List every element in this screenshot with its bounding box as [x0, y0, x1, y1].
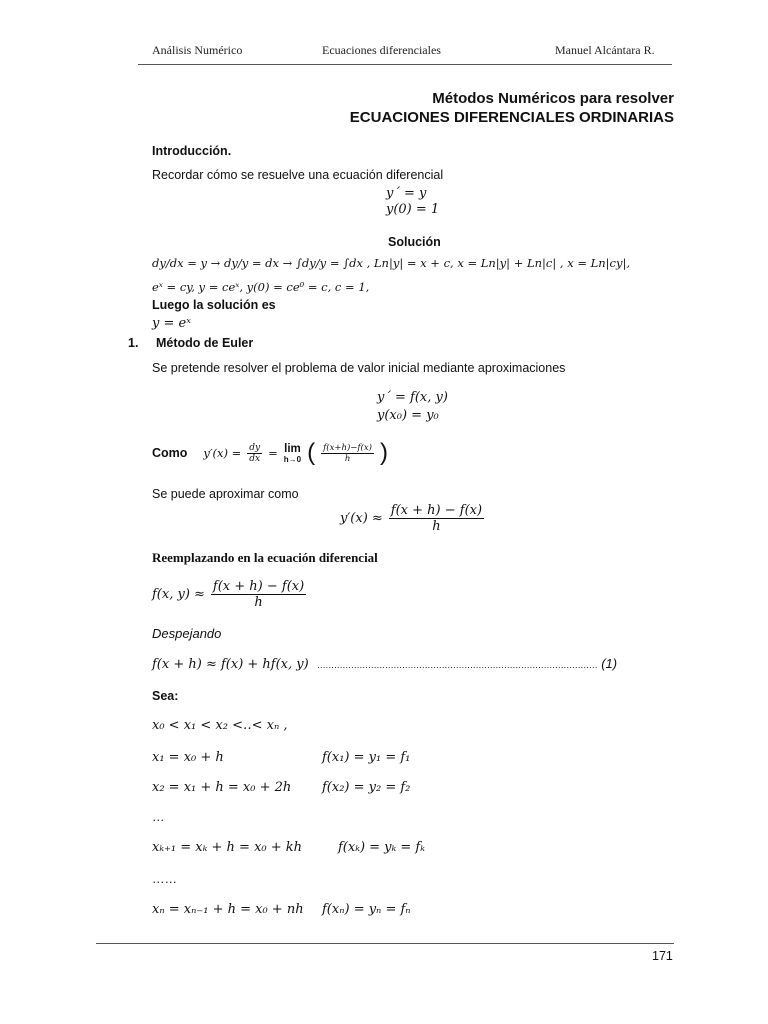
- ellipsis-1: …: [152, 810, 165, 824]
- como-lim-sub: h→0: [283, 454, 302, 464]
- solution-line1: dy/dx = y → dy/y = dx → ∫dy/y = ∫dx , Ln|y| = x + c, x = Ln|y| + Ln|c| , x = Ln|cy|,: [152, 256, 631, 270]
- approx-lhs: y′(x) ≈: [340, 511, 383, 526]
- title-line2: ECUACIONES DIFERENCIALES ORDINARIAS: [349, 109, 674, 126]
- replace-eq: [152, 579, 306, 610]
- euler-formula-tag: (1): [601, 656, 618, 671]
- approx-label: Se puede aproximar como: [152, 487, 299, 501]
- como-lim: [284, 443, 301, 464]
- rowk-left: xₖ₊₁ = xₖ + h = x₀ + kh: [152, 840, 303, 855]
- euler-heading: Método de Euler: [156, 336, 254, 350]
- replace-lhs: f(x, y) ≈: [152, 587, 205, 602]
- ivp-eq2: y(x₀) = y₀: [377, 408, 439, 423]
- solution-label: Solución: [388, 235, 441, 249]
- footer-rule: [96, 943, 674, 944]
- como-frac-num: dy: [249, 442, 261, 453]
- approx-num: f(x + h) − f(x): [390, 503, 483, 518]
- approx-eq: [340, 503, 484, 534]
- replace-label: Reemplazando en la ecuación diferencial: [152, 550, 378, 565]
- rowk-right: f(xₖ) = yₖ = fₖ: [338, 840, 425, 855]
- approx-den: h: [432, 519, 441, 534]
- header-center: Ecuaciones diferenciales: [322, 43, 441, 57]
- approx-frac: [389, 503, 484, 534]
- despejando-label: Despejando: [152, 626, 222, 641]
- rown-left: xₙ = xₙ₋₁ + h = x₀ + nh: [152, 902, 304, 917]
- sequence: x₀ < x₁ < x₂ <‥< xₙ ,: [152, 718, 288, 733]
- euler-number: 1.: [128, 336, 139, 350]
- header-rule: [138, 64, 672, 65]
- intro-eq2: y(0) = 1: [386, 202, 440, 217]
- row1-left: x₁ = x₀ + h: [152, 750, 224, 765]
- como-lhs: y′(x) =: [203, 446, 242, 460]
- solution-result: y = eˣ: [152, 316, 191, 331]
- euler-formula-eq: f(x + h) ≈ f(x) + hf(x, y): [152, 657, 309, 672]
- row1-right: f(x₁) = y₁ = f₁: [322, 750, 411, 765]
- rown-right: f(xₙ) = yₙ = fₙ: [322, 902, 411, 917]
- como-label: Como: [152, 446, 188, 460]
- page-number: 171: [652, 949, 673, 963]
- euler-text1: Se pretende resolver el problema de valor inicial mediante aproximaciones: [152, 361, 566, 375]
- como-inner-frac: [321, 443, 374, 464]
- intro-eq1: y´ = y: [386, 186, 427, 201]
- replace-frac: [211, 579, 306, 610]
- header-right: Manuel Alcántara R.: [555, 43, 655, 57]
- solution-line2: eˣ = cy, y = ceˣ, y(0) = ce⁰ = c, c = 1,: [152, 280, 370, 294]
- replace-den: h: [254, 595, 263, 610]
- sea-label: Sea:: [152, 689, 179, 703]
- header-left: Análisis Numérico: [152, 43, 243, 57]
- como-frac-den: dx: [249, 453, 261, 464]
- ivp-eq1: y´ = f(x, y): [377, 390, 448, 405]
- como-frac: [247, 443, 262, 464]
- ellipsis-2: ……: [152, 872, 177, 886]
- intro-heading: Introducción.: [152, 144, 232, 158]
- row2-left: x₂ = x₁ + h = x₀ + 2h: [152, 780, 292, 795]
- euler-formula: [152, 656, 617, 672]
- como-lim-word: lim: [284, 442, 301, 455]
- como-row: Como y′(x) = $\frac{dy}{dx}$ = lim h→0 ( $\frac{f(x+h)-f(x)}{h}$ ): [152, 439, 388, 466]
- como-inner-num: f(x+h)−f(x): [323, 442, 372, 453]
- replace-num: f(x + h) − f(x): [212, 579, 305, 594]
- row2-right: f(x₂) = y₂ = f₂: [322, 780, 411, 795]
- euler-formula-dots: ………………………………………………………………………………………: [316, 660, 598, 670]
- title-line1: Métodos Numéricos para resolver: [432, 90, 674, 107]
- como-inner-den: h: [344, 453, 351, 464]
- intro-recall: Recordar cómo se resuelve una ecuación diferencial: [152, 168, 444, 182]
- solution-then: Luego la solución es: [152, 298, 276, 312]
